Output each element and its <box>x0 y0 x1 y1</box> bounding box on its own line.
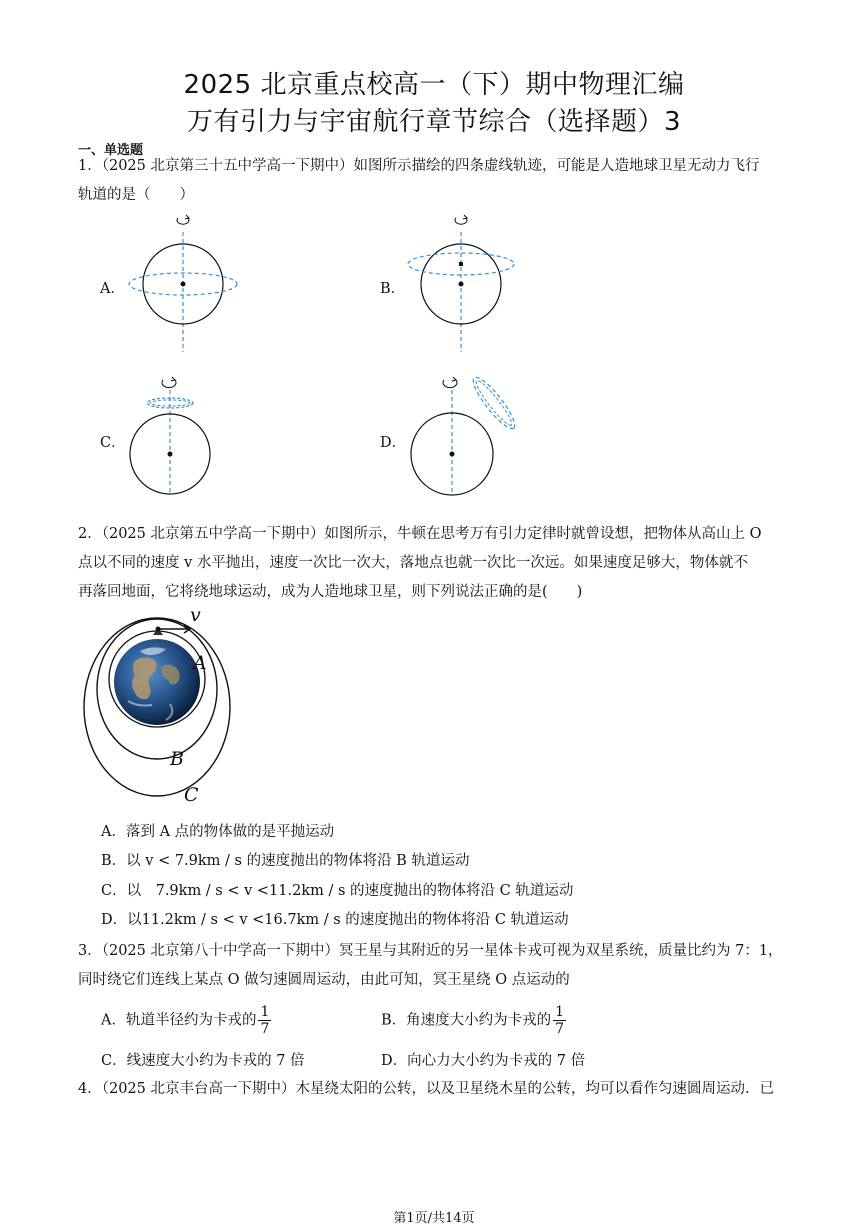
q1-option-b-label: B． <box>380 281 406 297</box>
question-2-line-3: 再落回地面，它将绕地球运动，成为人造地球卫星，则下列说法正确的是( ) <box>78 584 583 600</box>
q3-option-a <box>101 1004 271 1037</box>
page-title: 2025 北京重点校高一（下）期中物理汇编 <box>183 70 685 100</box>
q3-option-a-text: A．轨道半径约为卡戎的 <box>101 1012 257 1029</box>
q3-option-c: C．线速度大小约为卡戎的 7 倍 <box>101 1053 305 1069</box>
q2-label-a: A <box>193 652 207 674</box>
fraction-denominator: 7 <box>555 1021 565 1037</box>
question-2-line-1: 2．（2025 北京第五中学高一下期中）如图所示，牛顿在思考万有引力定律时就曾设想，把物体从高山上 O <box>78 526 762 542</box>
q2-orbit-figure <box>80 606 250 811</box>
q2-label-c: C <box>184 784 199 806</box>
q3-option-d: D．向心力大小约为卡戎的 7 倍 <box>381 1053 586 1069</box>
page-subtitle: 万有引力与宇宙航行章节综合（选择题）3 <box>186 107 682 137</box>
q3-option-b <box>381 1004 566 1037</box>
q2-option-a: A．落到 A 点的物体做的是平抛运动 <box>101 824 335 840</box>
q2-label-v: v <box>190 604 201 626</box>
q2-label-b: B <box>170 748 184 770</box>
section-heading: 一、单选题 <box>78 143 144 158</box>
q1-figure-a <box>120 212 250 357</box>
fraction-denominator: 7 <box>260 1021 270 1037</box>
q1-option-a-label: A． <box>100 281 125 297</box>
fraction-numerator: 1 <box>260 1004 270 1020</box>
q2-option-b: B．以 v < 7.9km / s 的速度抛出的物体将沿 B 轨道运动 <box>101 853 470 869</box>
q3-option-a-fraction <box>258 1004 271 1037</box>
q3-option-b-fraction <box>553 1004 566 1037</box>
question-3-line-1: 3．（2025 北京第八十中学高一下期中）冥王星与其附近的另一星体卡戎可视为双星系统，质量比约为 7：1， <box>78 943 783 959</box>
question-2-line-2: 点以不同的速度 v 水平抛出，速度一次比一次大，落地点也就一次比一次远。如果速度足够大，物体就不 <box>78 555 748 571</box>
page-number: 第1页/共14页 <box>393 1211 475 1226</box>
q1-figure-c <box>120 372 230 497</box>
question-1-line-2: 轨道的是（ ） <box>78 187 194 203</box>
q1-option-c-label: C． <box>100 435 126 451</box>
question-4-line-1: 4．（2025 北京丰台高一下期中）木星绕太阳的公转，以及卫星绕木星的公转，均可以看作匀速圆周运动．已 <box>78 1081 774 1097</box>
q1-option-d-label: D． <box>380 435 407 451</box>
q3-option-b-text: B．角速度大小约为卡戎的 <box>381 1012 552 1029</box>
q2-option-c: C．以 7.9km / s < v <11.2km / s 的速度抛出的物体将沿 C 轨道运动 <box>101 883 574 899</box>
q1-figure-b <box>400 212 530 357</box>
question-1-line-1: 1．（2025 北京第三十五中学高一下期中）如图所示描绘的四条虚线轨迹，可能是人造地球卫星无动力飞行 <box>78 158 760 174</box>
q1-figure-d <box>400 372 530 497</box>
fraction-numerator: 1 <box>555 1004 565 1020</box>
question-3-line-2: 同时绕它们连线上某点 O 做匀速圆周运动，由此可知，冥王星绕 O 点运动的 <box>78 972 570 988</box>
q2-option-d: D．以11.2km / s < v <16.7km / s 的速度抛出的物体将沿 C 轨道运动 <box>101 912 569 928</box>
